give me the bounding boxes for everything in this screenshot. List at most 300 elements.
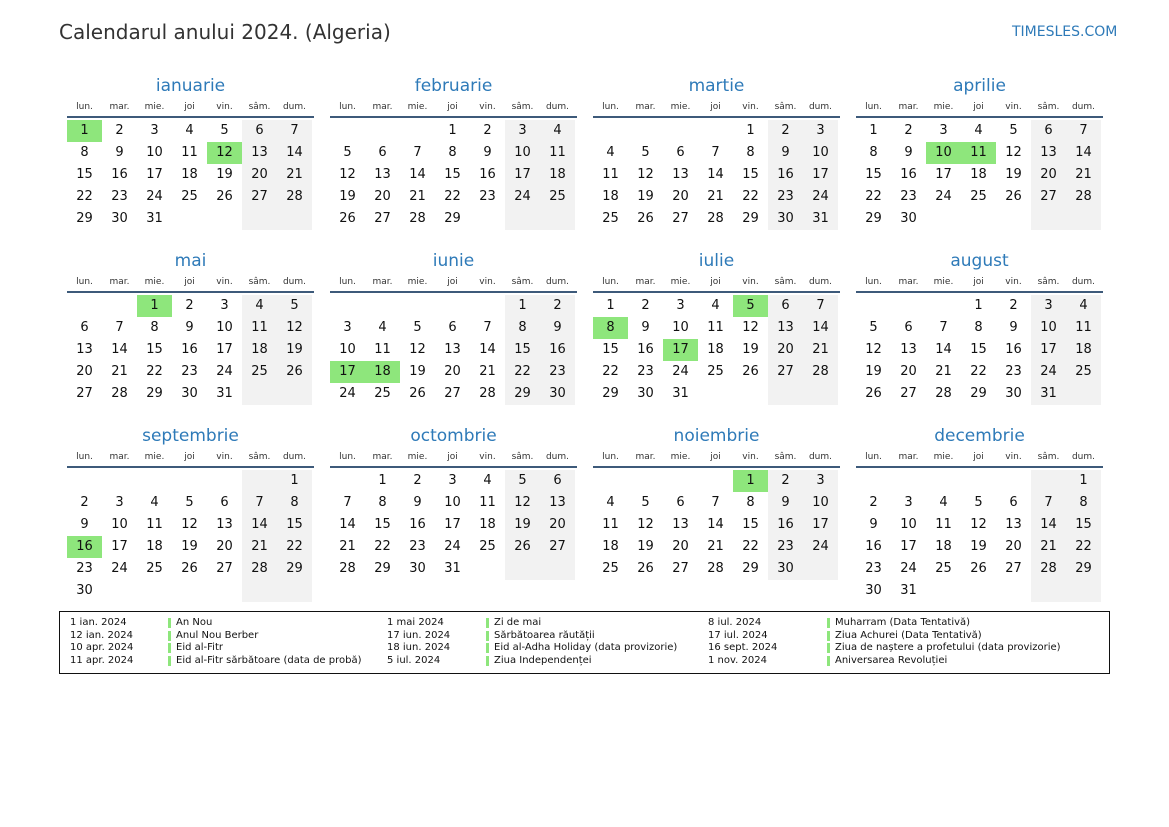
empty-cell bbox=[277, 580, 312, 602]
day-cell: 13 bbox=[900, 342, 917, 357]
day-cell: 23 bbox=[1005, 364, 1022, 379]
day-cell: 23 bbox=[111, 189, 128, 204]
day-cell: 29 bbox=[742, 561, 759, 576]
day-cell: 10 bbox=[900, 517, 917, 532]
holiday-color-marker bbox=[486, 643, 489, 653]
day-cell: 9 bbox=[185, 320, 194, 335]
days-grid bbox=[593, 120, 840, 230]
empty-cell bbox=[733, 383, 768, 405]
weekday-label: mie. bbox=[933, 452, 954, 462]
day-cell: 27 bbox=[374, 211, 391, 226]
day-cell: 12 bbox=[277, 317, 312, 339]
day-cell: 10 bbox=[216, 320, 233, 335]
weekday-header bbox=[856, 450, 1103, 468]
holiday-day-cell: 10 bbox=[926, 142, 961, 164]
weekday-label: mar. bbox=[372, 277, 393, 287]
day-cell: 13 bbox=[672, 167, 689, 182]
empty-cell bbox=[330, 295, 365, 317]
weekday-label: sâm. bbox=[511, 452, 534, 462]
month-septembrie bbox=[67, 425, 314, 602]
month-ianuarie bbox=[67, 75, 314, 230]
day-cell: 11 bbox=[1066, 317, 1101, 339]
day-cell: 22 bbox=[505, 361, 540, 383]
month-name: aprilie bbox=[953, 76, 1006, 96]
weekday-label: lun. bbox=[865, 277, 882, 287]
empty-cell bbox=[768, 383, 803, 405]
day-cell: 14 bbox=[707, 167, 724, 182]
weekday-label: sâm. bbox=[511, 277, 534, 287]
day-cell: 4 bbox=[540, 120, 575, 142]
day-cell: 28 bbox=[707, 561, 724, 576]
month-name: decembrie bbox=[934, 426, 1025, 446]
day-cell: 15 bbox=[444, 167, 461, 182]
empty-cell bbox=[330, 470, 365, 492]
empty-cell bbox=[102, 470, 137, 492]
weekday-label: dum. bbox=[545, 452, 570, 462]
day-cell: 25 bbox=[479, 539, 496, 554]
day-cell: 5 bbox=[505, 470, 540, 492]
day-cell: 19 bbox=[277, 339, 312, 361]
day-cell: 25 bbox=[146, 561, 163, 576]
day-cell: 23 bbox=[900, 189, 917, 204]
day-cell: 11 bbox=[602, 517, 619, 532]
weekday-label: mar. bbox=[109, 102, 130, 112]
weekday-label: vin. bbox=[1005, 452, 1022, 462]
weekday-label: mar. bbox=[109, 452, 130, 462]
empty-cell bbox=[505, 208, 540, 230]
holiday-name: Eid al-Fitr sărbătoare (data de probă) bbox=[176, 655, 362, 667]
day-cell: 23 bbox=[768, 536, 803, 558]
day-cell: 29 bbox=[505, 383, 540, 405]
day-cell: 14 bbox=[409, 167, 426, 182]
day-cell: 19 bbox=[409, 364, 426, 379]
day-cell: 16 bbox=[540, 339, 575, 361]
day-cell: 19 bbox=[865, 364, 882, 379]
weekday-header bbox=[330, 275, 577, 293]
day-cell: 30 bbox=[865, 583, 882, 598]
page-title: Calendarul anului 2024. (Algeria) bbox=[59, 20, 391, 44]
legend-row bbox=[708, 655, 1088, 668]
day-cell: 16 bbox=[181, 342, 198, 357]
day-cell: 16 bbox=[768, 164, 803, 186]
day-cell: 25 bbox=[602, 211, 619, 226]
day-cell: 11 bbox=[479, 495, 496, 510]
weekday-label: joi bbox=[710, 277, 721, 287]
empty-cell bbox=[1066, 580, 1101, 602]
weekday-label: mie. bbox=[933, 277, 954, 287]
day-cell: 18 bbox=[242, 339, 277, 361]
day-cell: 15 bbox=[742, 167, 759, 182]
empty-cell bbox=[698, 470, 733, 492]
empty-cell bbox=[470, 295, 505, 317]
day-cell: 4 bbox=[711, 298, 720, 313]
day-cell: 29 bbox=[444, 211, 461, 226]
empty-cell bbox=[207, 208, 242, 230]
empty-cell bbox=[961, 208, 996, 230]
weekday-label: dum. bbox=[1071, 452, 1096, 462]
empty-cell bbox=[926, 470, 961, 492]
empty-cell bbox=[926, 295, 961, 317]
day-cell: 16 bbox=[865, 539, 882, 554]
day-cell: 2 bbox=[483, 123, 492, 138]
day-cell: 27 bbox=[76, 386, 93, 401]
day-cell: 26 bbox=[505, 536, 540, 558]
day-cell: 18 bbox=[602, 539, 619, 554]
day-cell: 27 bbox=[672, 211, 689, 226]
day-cell: 2 bbox=[413, 473, 422, 488]
day-cell: 26 bbox=[339, 211, 356, 226]
day-cell: 26 bbox=[970, 561, 987, 576]
day-cell: 2 bbox=[540, 295, 575, 317]
day-cell: 22 bbox=[742, 189, 759, 204]
month-noiembrie bbox=[593, 425, 840, 580]
day-cell: 7 bbox=[803, 295, 838, 317]
weekday-header bbox=[330, 450, 577, 468]
holiday-date: 1 ian. 2024 bbox=[70, 617, 127, 628]
weekday-label: mar. bbox=[898, 452, 919, 462]
day-cell: 31 bbox=[216, 386, 233, 401]
day-cell: 10 bbox=[146, 145, 163, 160]
day-cell: 10 bbox=[444, 495, 461, 510]
day-cell: 8 bbox=[378, 495, 387, 510]
holiday-day-cell: 18 bbox=[365, 361, 400, 383]
legend-column bbox=[708, 617, 1088, 668]
empty-cell bbox=[803, 383, 838, 405]
month-name: iunie bbox=[432, 251, 475, 271]
day-cell: 14 bbox=[479, 342, 496, 357]
day-cell: 21 bbox=[111, 364, 128, 379]
day-cell: 20 bbox=[768, 339, 803, 361]
holiday-day-cell: 17 bbox=[330, 361, 365, 383]
day-cell: 9 bbox=[413, 495, 422, 510]
empty-cell bbox=[1031, 580, 1066, 602]
day-cell: 11 bbox=[602, 167, 619, 182]
day-cell: 30 bbox=[76, 583, 93, 598]
weekday-label: sâm. bbox=[1037, 277, 1060, 287]
holiday-name: Anul Nou Berber bbox=[176, 629, 259, 641]
holiday-date: 10 apr. 2024 bbox=[70, 642, 134, 654]
weekday-label: mie. bbox=[670, 277, 691, 287]
day-cell: 21 bbox=[935, 364, 952, 379]
day-cell: 28 bbox=[1031, 558, 1066, 580]
day-cell: 28 bbox=[339, 561, 356, 576]
day-cell: 5 bbox=[185, 495, 194, 510]
day-cell: 4 bbox=[974, 123, 983, 138]
day-cell: 10 bbox=[505, 142, 540, 164]
empty-cell bbox=[891, 295, 926, 317]
day-cell: 17 bbox=[935, 167, 952, 182]
day-cell: 31 bbox=[803, 208, 838, 230]
weekday-header bbox=[330, 100, 577, 118]
day-cell: 24 bbox=[146, 189, 163, 204]
holiday-name: Ziua Independenței bbox=[494, 655, 592, 667]
empty-cell bbox=[803, 558, 838, 580]
empty-cell bbox=[961, 470, 996, 492]
weekday-header bbox=[593, 100, 840, 118]
day-cell: 8 bbox=[746, 145, 755, 160]
day-cell: 7 bbox=[242, 492, 277, 514]
day-cell: 23 bbox=[479, 189, 496, 204]
empty-cell bbox=[137, 470, 172, 492]
day-cell: 3 bbox=[803, 120, 838, 142]
empty-cell bbox=[207, 470, 242, 492]
day-cell: 12 bbox=[1005, 145, 1022, 160]
empty-cell bbox=[926, 580, 961, 602]
day-cell: 18 bbox=[540, 164, 575, 186]
day-cell: 9 bbox=[904, 145, 913, 160]
day-cell: 8 bbox=[869, 145, 878, 160]
holiday-date: 1 mai 2024 bbox=[387, 617, 444, 628]
day-cell: 9 bbox=[115, 145, 124, 160]
day-cell: 4 bbox=[483, 473, 492, 488]
day-cell: 1 bbox=[505, 295, 540, 317]
day-cell: 3 bbox=[115, 495, 124, 510]
day-cell: 20 bbox=[444, 364, 461, 379]
weekday-label: mar. bbox=[372, 102, 393, 112]
day-cell: 18 bbox=[707, 342, 724, 357]
day-cell: 29 bbox=[76, 211, 93, 226]
weekday-label: joi bbox=[973, 102, 984, 112]
day-cell: 10 bbox=[672, 320, 689, 335]
day-cell: 21 bbox=[242, 536, 277, 558]
day-cell: 30 bbox=[181, 386, 198, 401]
weekday-label: mar. bbox=[635, 277, 656, 287]
weekday-label: dum. bbox=[808, 452, 833, 462]
day-cell: 28 bbox=[935, 386, 952, 401]
month-name: martie bbox=[688, 76, 745, 96]
day-cell: 4 bbox=[150, 495, 159, 510]
day-cell: 8 bbox=[150, 320, 159, 335]
day-cell: 20 bbox=[672, 189, 689, 204]
day-cell: 7 bbox=[939, 320, 948, 335]
day-cell: 29 bbox=[602, 386, 619, 401]
day-cell: 8 bbox=[505, 317, 540, 339]
holiday-day-cell: 5 bbox=[733, 295, 768, 317]
day-cell: 12 bbox=[742, 320, 759, 335]
weekday-label: dum. bbox=[1071, 102, 1096, 112]
day-cell: 26 bbox=[409, 386, 426, 401]
day-cell: 20 bbox=[242, 164, 277, 186]
empty-cell bbox=[663, 470, 698, 492]
day-cell: 27 bbox=[444, 386, 461, 401]
day-cell: 6 bbox=[220, 495, 229, 510]
holiday-day-cell: 12 bbox=[207, 142, 242, 164]
day-cell: 26 bbox=[742, 364, 759, 379]
day-cell: 16 bbox=[1005, 342, 1022, 357]
day-cell: 13 bbox=[444, 342, 461, 357]
day-cell: 25 bbox=[602, 561, 619, 576]
days-grid bbox=[330, 470, 577, 580]
day-cell: 8 bbox=[80, 145, 89, 160]
day-cell: 6 bbox=[676, 145, 685, 160]
day-cell: 26 bbox=[1005, 189, 1022, 204]
day-cell: 9 bbox=[768, 142, 803, 164]
day-cell: 7 bbox=[483, 320, 492, 335]
day-cell: 1 bbox=[448, 123, 457, 138]
holiday-color-marker bbox=[827, 643, 830, 653]
day-cell: 1 bbox=[869, 123, 878, 138]
weekday-label: sâm. bbox=[248, 452, 271, 462]
day-cell: 15 bbox=[76, 167, 93, 182]
day-cell: 14 bbox=[1031, 514, 1066, 536]
day-cell: 9 bbox=[540, 317, 575, 339]
weekday-label: dum. bbox=[808, 102, 833, 112]
day-cell: 21 bbox=[1031, 536, 1066, 558]
day-cell: 20 bbox=[1005, 539, 1022, 554]
holiday-color-marker bbox=[827, 656, 830, 666]
day-cell: 22 bbox=[970, 364, 987, 379]
day-cell: 9 bbox=[869, 517, 878, 532]
day-cell: 4 bbox=[378, 320, 387, 335]
day-cell: 12 bbox=[970, 517, 987, 532]
weekday-label: joi bbox=[447, 452, 458, 462]
day-cell: 3 bbox=[343, 320, 352, 335]
holiday-color-marker bbox=[168, 643, 171, 653]
days-grid bbox=[593, 295, 840, 405]
empty-cell bbox=[172, 580, 207, 602]
weekday-label: vin. bbox=[479, 102, 496, 112]
weekday-label: mie. bbox=[144, 277, 165, 287]
empty-cell bbox=[856, 470, 891, 492]
day-cell: 15 bbox=[374, 517, 391, 532]
weekday-label: dum. bbox=[282, 452, 307, 462]
weekday-label: mar. bbox=[635, 102, 656, 112]
day-cell: 20 bbox=[1031, 164, 1066, 186]
empty-cell bbox=[242, 208, 277, 230]
day-cell: 18 bbox=[970, 167, 987, 182]
holiday-color-marker bbox=[486, 656, 489, 666]
day-cell: 31 bbox=[146, 211, 163, 226]
weekday-label: lun. bbox=[76, 452, 93, 462]
month-decembrie bbox=[856, 425, 1103, 602]
day-cell: 19 bbox=[339, 189, 356, 204]
day-cell: 27 bbox=[1031, 186, 1066, 208]
month-octombrie bbox=[330, 425, 577, 580]
weekday-label: sâm. bbox=[248, 102, 271, 112]
day-cell: 14 bbox=[803, 317, 838, 339]
holiday-name: Muharram (Data Tentativă) bbox=[835, 617, 971, 628]
empty-cell bbox=[926, 208, 961, 230]
empty-cell bbox=[470, 208, 505, 230]
holiday-day-cell: 8 bbox=[593, 317, 628, 339]
day-cell: 13 bbox=[216, 517, 233, 532]
weekday-label: vin. bbox=[742, 277, 759, 287]
legend-row bbox=[708, 617, 1088, 630]
empty-cell bbox=[996, 208, 1031, 230]
empty-cell bbox=[540, 558, 575, 580]
day-cell: 13 bbox=[768, 317, 803, 339]
day-cell: 26 bbox=[181, 561, 198, 576]
weekday-label: mie. bbox=[407, 452, 428, 462]
empty-cell bbox=[1066, 208, 1101, 230]
day-cell: 20 bbox=[672, 539, 689, 554]
day-cell: 7 bbox=[1031, 492, 1066, 514]
holiday-color-marker bbox=[168, 656, 171, 666]
day-cell: 24 bbox=[505, 186, 540, 208]
day-cell: 8 bbox=[974, 320, 983, 335]
day-cell: 6 bbox=[242, 120, 277, 142]
weekday-label: vin. bbox=[479, 277, 496, 287]
empty-cell bbox=[628, 470, 663, 492]
weekday-label: sâm. bbox=[1037, 102, 1060, 112]
day-cell: 20 bbox=[900, 364, 917, 379]
holiday-date: 18 iun. 2024 bbox=[387, 642, 451, 654]
day-cell: 11 bbox=[935, 517, 952, 532]
day-cell: 3 bbox=[939, 123, 948, 138]
day-cell: 5 bbox=[1009, 123, 1018, 138]
month-name: octombrie bbox=[410, 426, 497, 446]
weekday-label: vin. bbox=[216, 452, 233, 462]
weekday-label: mie. bbox=[144, 452, 165, 462]
day-cell: 14 bbox=[111, 342, 128, 357]
day-cell: 7 bbox=[1066, 120, 1101, 142]
month-name: mai bbox=[174, 251, 207, 271]
empty-cell bbox=[242, 580, 277, 602]
weekday-label: sâm. bbox=[1037, 452, 1060, 462]
empty-cell bbox=[172, 208, 207, 230]
empty-cell bbox=[698, 120, 733, 142]
day-cell: 26 bbox=[637, 561, 654, 576]
day-cell: 21 bbox=[277, 164, 312, 186]
day-cell: 7 bbox=[413, 145, 422, 160]
weekday-label: mie. bbox=[407, 102, 428, 112]
empty-cell bbox=[470, 558, 505, 580]
holiday-name: Eid al-Adha Holiday (data provizorie) bbox=[494, 642, 678, 654]
holiday-name: An Nou bbox=[176, 617, 213, 628]
day-cell: 17 bbox=[111, 539, 128, 554]
day-cell: 1 bbox=[378, 473, 387, 488]
weekday-label: dum. bbox=[808, 277, 833, 287]
holiday-date: 5 iul. 2024 bbox=[387, 655, 441, 667]
day-cell: 19 bbox=[181, 539, 198, 554]
day-cell: 22 bbox=[76, 189, 93, 204]
day-cell: 23 bbox=[768, 186, 803, 208]
day-cell: 16 bbox=[479, 167, 496, 182]
day-cell: 2 bbox=[869, 495, 878, 510]
day-cell: 24 bbox=[900, 561, 917, 576]
holiday-date: 12 ian. 2024 bbox=[70, 629, 133, 641]
day-cell: 2 bbox=[641, 298, 650, 313]
day-cell: 31 bbox=[672, 386, 689, 401]
day-cell: 27 bbox=[1005, 561, 1022, 576]
weekday-label: sâm. bbox=[774, 277, 797, 287]
day-cell: 3 bbox=[505, 120, 540, 142]
day-cell: 22 bbox=[374, 539, 391, 554]
day-cell: 10 bbox=[339, 342, 356, 357]
weekday-label: mie. bbox=[144, 102, 165, 112]
day-cell: 10 bbox=[803, 142, 838, 164]
empty-cell bbox=[67, 295, 102, 317]
day-cell: 13 bbox=[1031, 142, 1066, 164]
day-cell: 21 bbox=[479, 364, 496, 379]
weekday-label: joi bbox=[973, 452, 984, 462]
day-cell: 28 bbox=[707, 211, 724, 226]
day-cell: 13 bbox=[242, 142, 277, 164]
weekday-label: joi bbox=[710, 102, 721, 112]
day-cell: 2 bbox=[185, 298, 194, 313]
day-cell: 4 bbox=[1066, 295, 1101, 317]
holiday-name: Aniversarea Revoluției bbox=[835, 655, 948, 667]
empty-cell bbox=[400, 120, 435, 142]
brand-link[interactable]: TIMESLES.COM bbox=[1012, 24, 1118, 40]
weekday-label: joi bbox=[184, 452, 195, 462]
day-cell: 3 bbox=[150, 123, 159, 138]
day-cell: 7 bbox=[343, 495, 352, 510]
day-cell: 2 bbox=[768, 470, 803, 492]
day-cell: 22 bbox=[444, 189, 461, 204]
day-cell: 25 bbox=[970, 189, 987, 204]
empty-cell bbox=[1066, 383, 1101, 405]
